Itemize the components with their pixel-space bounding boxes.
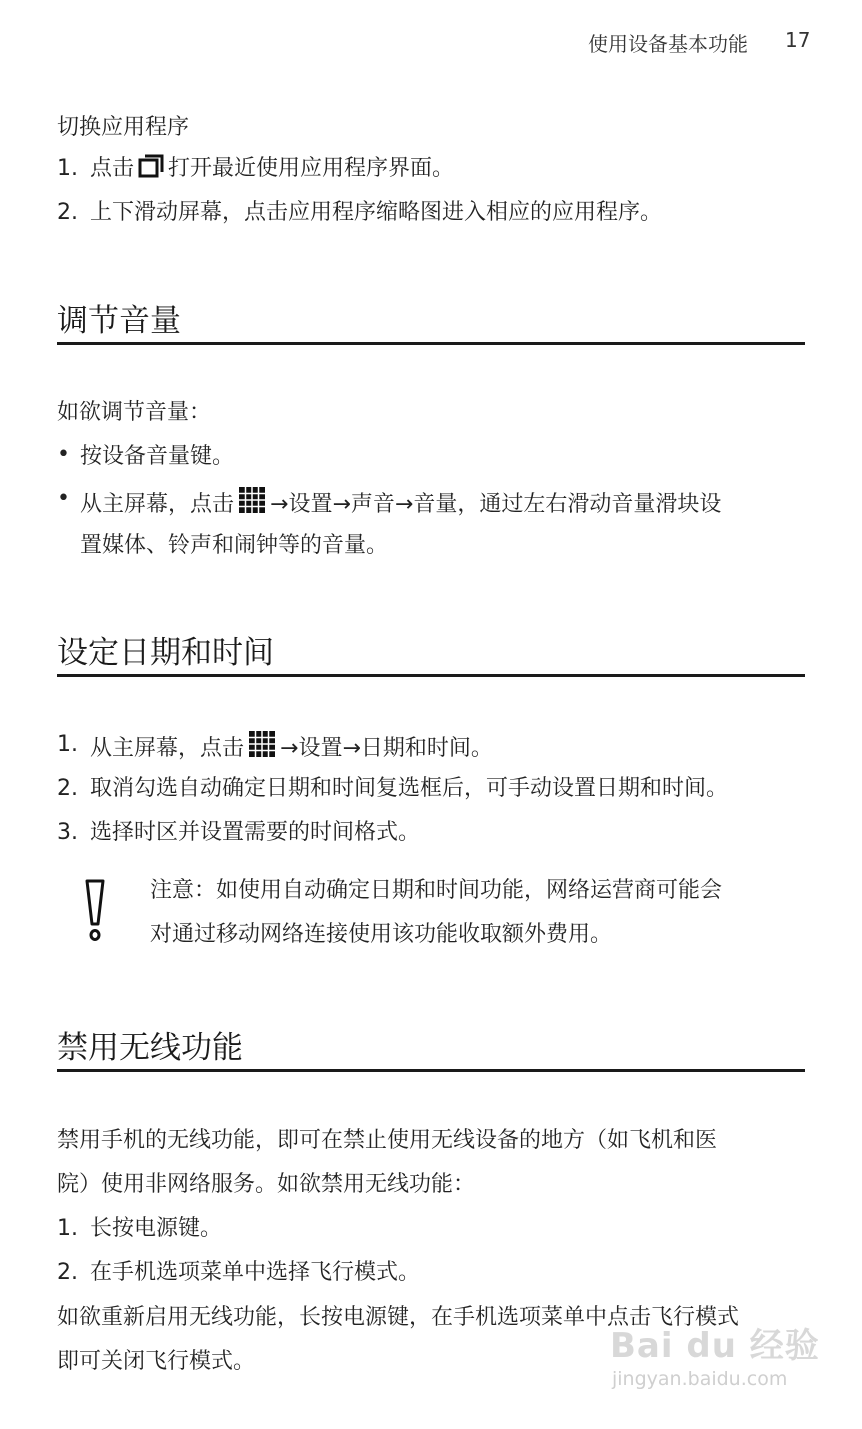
- running-header-title: 使用设备基本功能: [588, 32, 748, 56]
- wireless-outro-line-2: 即可关闭飞行模式。: [57, 1349, 256, 1374]
- bullet-text-post: →设置→声音→音量，通过左右滑动音量滑块设: [270, 492, 722, 517]
- section-divider: [57, 674, 805, 677]
- volume-bullet-2: [80, 486, 721, 523]
- recent-apps-icon: [138, 154, 164, 187]
- app-grid-icon: [248, 730, 276, 767]
- step-number: 1.: [57, 1216, 78, 1241]
- wireless-intro-line-1: 禁用手机的无线功能，即可在禁止使用无线设备的地方（如飞机和医: [57, 1128, 718, 1153]
- switch-apps-title: 切换应用程序: [57, 115, 190, 140]
- datetime-step-1: [90, 730, 493, 767]
- wireless-step-1: 长按电源键。: [90, 1216, 223, 1241]
- bullet-icon: •: [57, 486, 70, 511]
- switch-apps-step-2: 上下滑动屏幕，点击应用程序缩略图进入相应的应用程序。: [90, 200, 663, 225]
- step-number: 1.: [57, 732, 78, 757]
- watermark-logo: Bai du 经验: [610, 1326, 820, 1366]
- step-number: 1.: [57, 156, 78, 181]
- step-number: 3.: [57, 820, 78, 845]
- volume-heading: 调节音量: [57, 303, 181, 339]
- step-text-pre: 从主屏幕，点击: [90, 736, 245, 761]
- volume-bullet-1: 按设备音量键。: [80, 444, 235, 469]
- step-text-post: 打开最近使用应用程序界面。: [168, 156, 455, 181]
- caution-icon: [84, 878, 106, 946]
- switch-apps-step-1: [90, 154, 454, 187]
- wireless-outro-line-1: 如欲重新启用无线功能，长按电源键，在手机选项菜单中点击飞行模式: [57, 1305, 740, 1330]
- wireless-step-2: 在手机选项菜单中选择飞行模式。: [90, 1260, 421, 1285]
- datetime-heading: 设定日期和时间: [57, 635, 274, 671]
- section-divider: [57, 342, 805, 345]
- step-text-pre: 点击: [90, 156, 135, 181]
- volume-bullet-2-cont: 置媒体、铃声和闹钟等的音量。: [80, 533, 389, 558]
- step-text-post: →设置→日期和时间。: [280, 736, 493, 761]
- datetime-step-3: 选择时区并设置需要的时间格式。: [90, 820, 421, 845]
- page-number: 17: [785, 28, 811, 52]
- volume-intro: 如欲调节音量：: [57, 400, 212, 425]
- app-grid-icon: [238, 486, 266, 523]
- bullet-icon: •: [57, 442, 70, 467]
- wireless-heading: 禁用无线功能: [57, 1030, 243, 1066]
- step-number: 2.: [57, 1260, 78, 1285]
- watermark-url: jingyan.baidu.com: [612, 1368, 788, 1390]
- note-line-1: 注意：如使用自动确定日期和时间功能，网络运营商可能会: [150, 878, 723, 903]
- datetime-step-2: 取消勾选自动确定日期和时间复选框后，可手动设置日期和时间。: [90, 776, 729, 801]
- section-divider: [57, 1069, 805, 1072]
- wireless-intro-line-2: 院）使用非网络服务。如欲禁用无线功能：: [57, 1172, 476, 1197]
- step-number: 2.: [57, 200, 78, 225]
- step-number: 2.: [57, 776, 78, 801]
- bullet-text-pre: 从主屏幕，点击: [80, 492, 235, 517]
- note-line-2: 对通过移动网络连接使用该功能收取额外费用。: [150, 922, 613, 947]
